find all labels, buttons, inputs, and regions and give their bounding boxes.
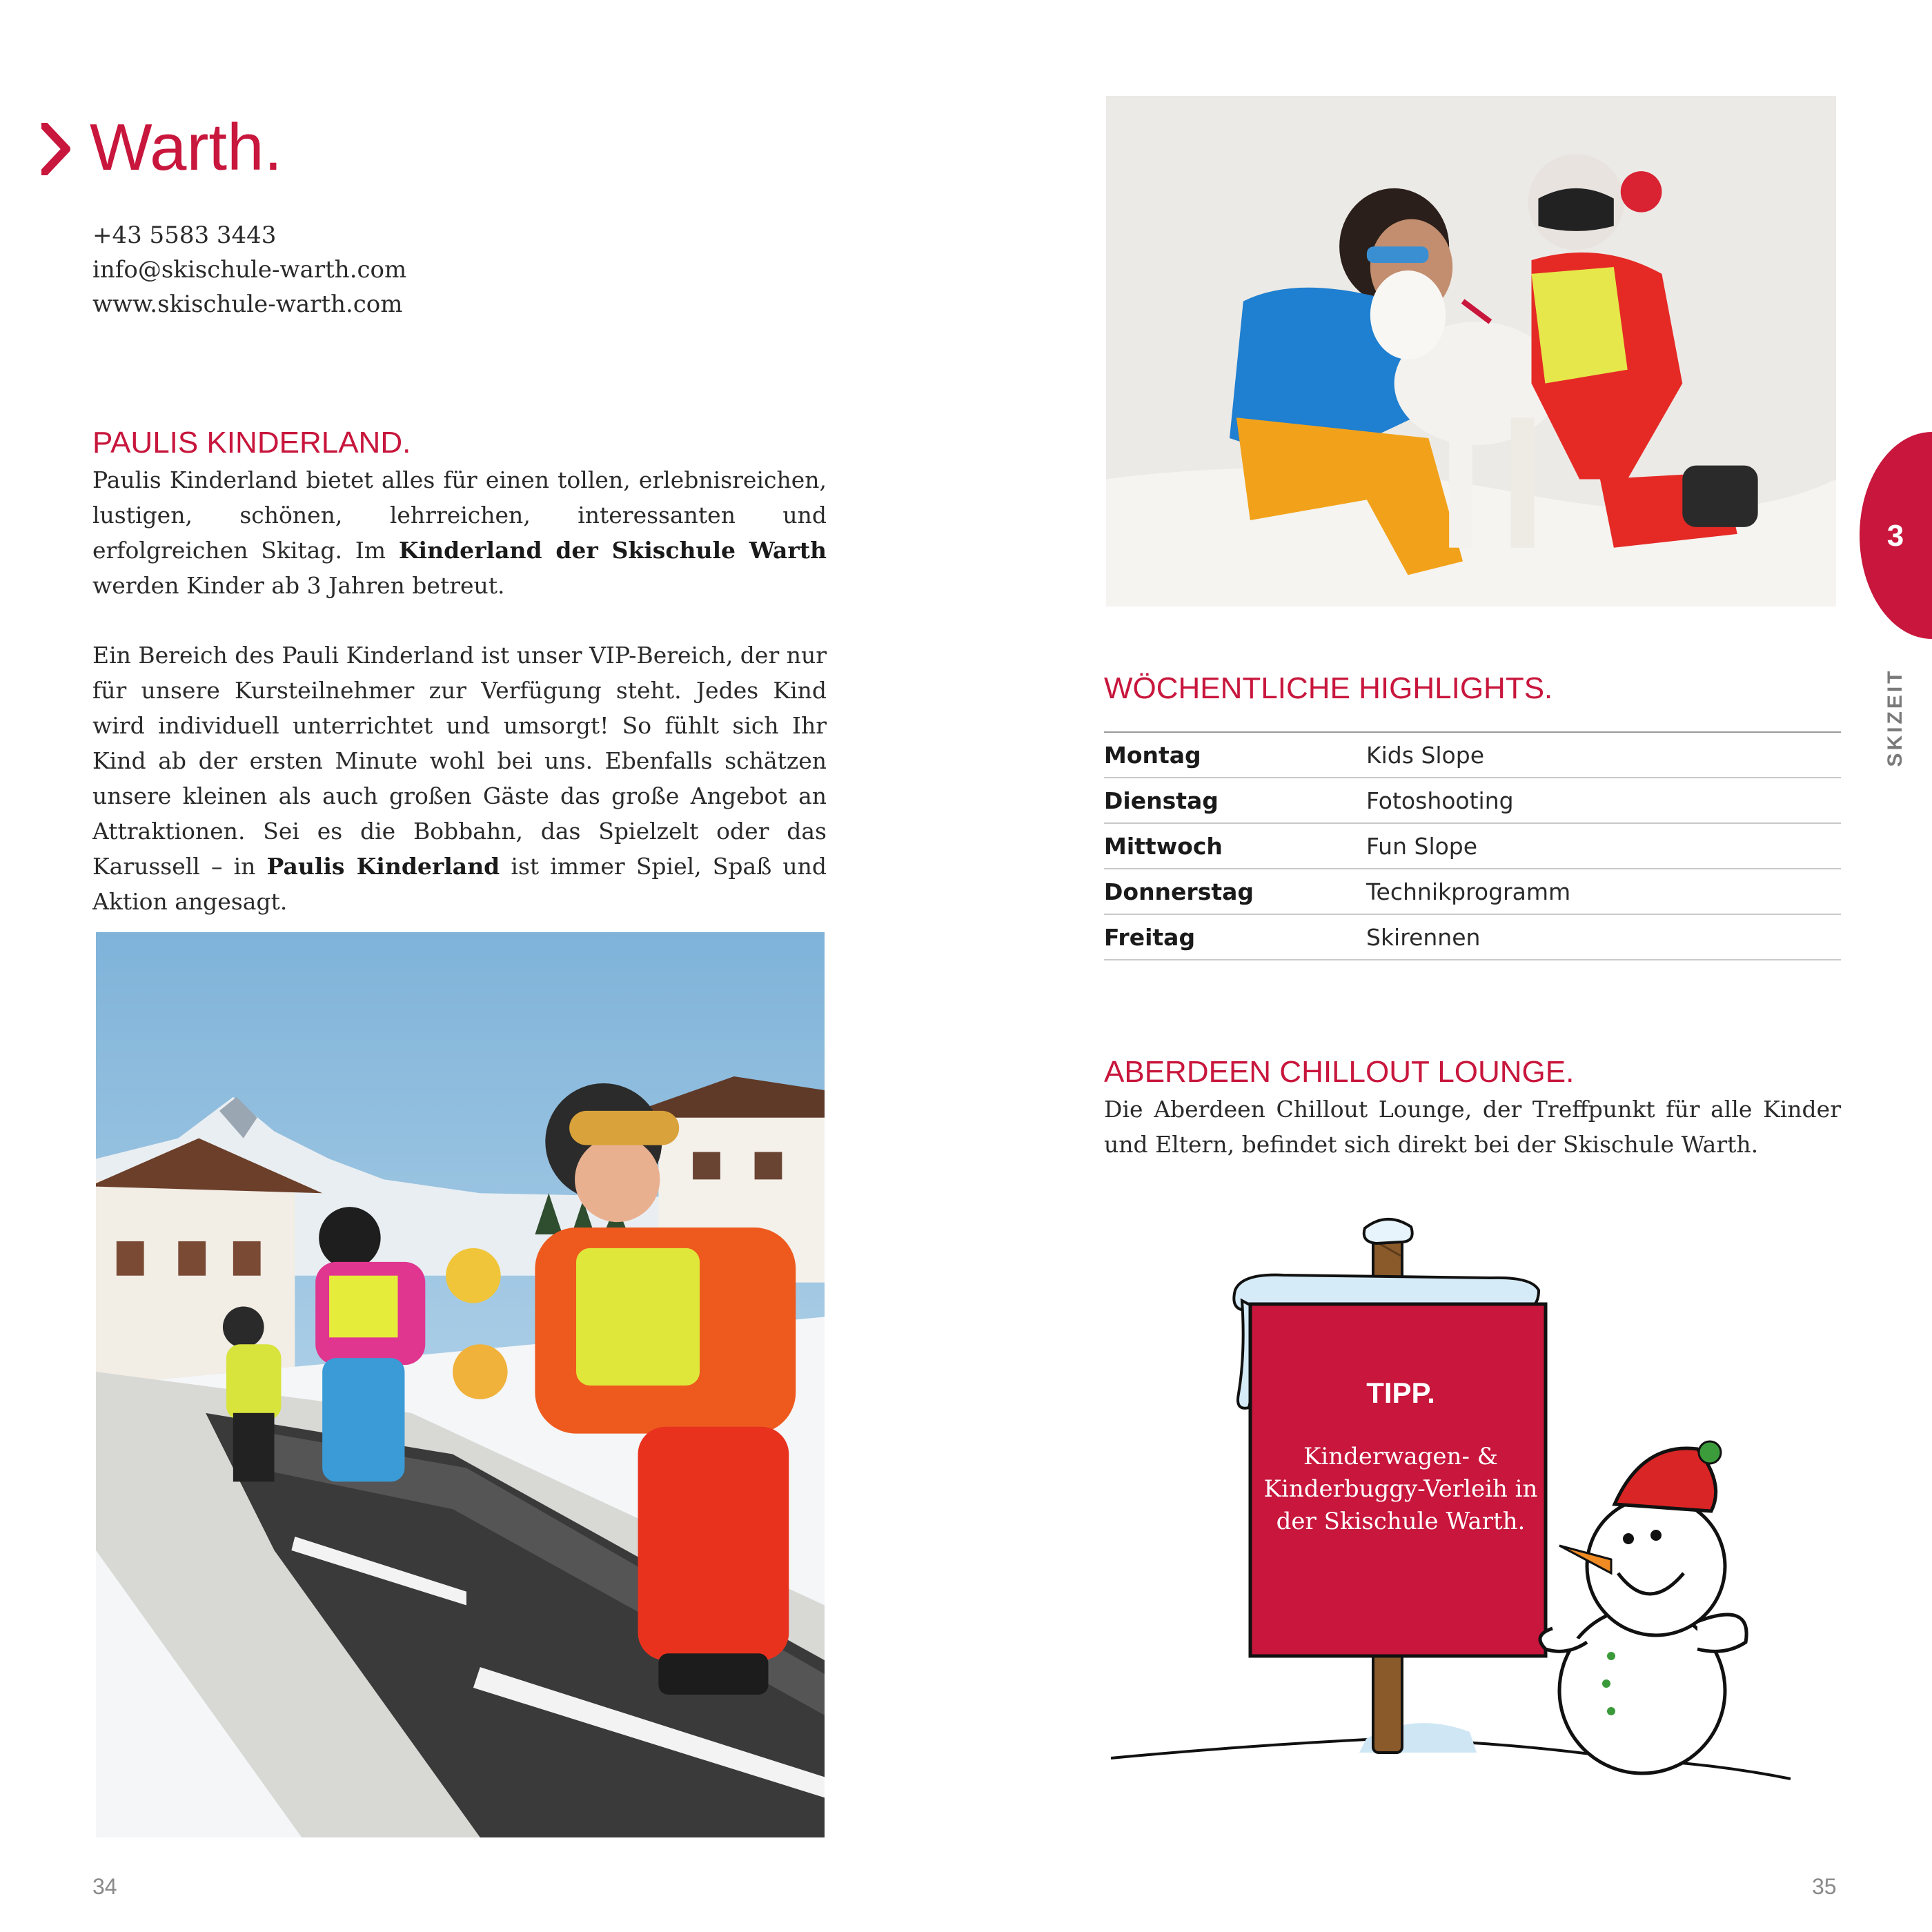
day-cell: Montag — [1104, 733, 1366, 778]
website-link[interactable]: www.skischule-warth.com — [92, 290, 403, 318]
day-cell: Freitag — [1104, 914, 1366, 960]
activity-cell: Fun Slope — [1366, 823, 1841, 869]
table-row — [1104, 778, 1841, 823]
day-cell: Dienstag — [1104, 778, 1366, 823]
kinderland-paragraph-1: Paulis Kinderland bietet alles für einen tollen, erlebnisreichen, lustigen, schönen, lehrreichen, interessanten und erfolgreichen Skitag. Im Kinderland der Skischule Warth werden Kinder ab 3 Jahren betreut. — [92, 466, 827, 599]
page-number-right: 35 — [1812, 1874, 1837, 1899]
chapter-label: SKIZEIT — [1884, 668, 1906, 767]
page-title: Warth. — [90, 110, 283, 184]
kids-conveyor-photo — [94, 930, 827, 1840]
day-cell: Donnerstag — [1104, 869, 1366, 914]
kinderland-heading: PAULIS KINDERLAND. — [92, 426, 411, 460]
email-link[interactable]: info@skischule-warth.com — [92, 256, 407, 284]
chapter-number: 3 — [1886, 519, 1904, 553]
lounge-heading: ABERDEEN CHILLOUT LOUNGE. — [1104, 1055, 1575, 1089]
lounge-paragraph: Die Aberdeen Chillout Lounge, der Treffpunkt für alle Kinder und Eltern, befindet sich direkt bei der Skischule Warth. — [1104, 1096, 1841, 1158]
day-cell: Mittwoch — [1104, 823, 1366, 869]
table-row — [1104, 914, 1841, 960]
table-row — [1104, 733, 1841, 778]
kinderland-paragraph-2: Ein Bereich des Pauli Kinderland ist unser VIP-Bereich, der nur für unsere Kursteilnehmer zur Verfügung steht. Jedes Kind wird individuell unterrichtet und umsorgt! So fühlt sich Ihr Kind ab der ersten Minute wohl bei uns. Ebenfalls schätzen unsere kleinen als auch großen Gäste das große Angebot an Attraktionen. Sei es die Bobbahn, das Spielzelt oder das Karussell – in Paulis Kinderland ist immer Spiel, Spaß und Aktion angesagt. — [92, 642, 827, 915]
activity-cell: Kids Slope — [1366, 733, 1841, 778]
highlights-heading: WÖCHENTLICHE HIGHLIGHTS. — [1104, 671, 1553, 705]
phone-number: +43 5583 3443 — [92, 221, 277, 249]
activity-cell: Technikprogramm — [1366, 869, 1841, 914]
table-row — [1104, 823, 1841, 869]
instructor-dog-photo — [1104, 94, 1838, 609]
tip-heading: TIPP. — [1366, 1377, 1435, 1409]
activity-cell: Skirennen — [1366, 914, 1841, 960]
tip-text: Kinderwagen- & Kinderbuggy-Verleih in der Skischule Warth. — [1263, 1443, 1538, 1535]
chevron-right-icon — [41, 123, 72, 175]
activity-cell: Fotoshooting — [1366, 778, 1841, 823]
highlights-table — [1104, 733, 1841, 960]
table-row — [1104, 869, 1841, 914]
page-number-left: 34 — [92, 1874, 117, 1899]
